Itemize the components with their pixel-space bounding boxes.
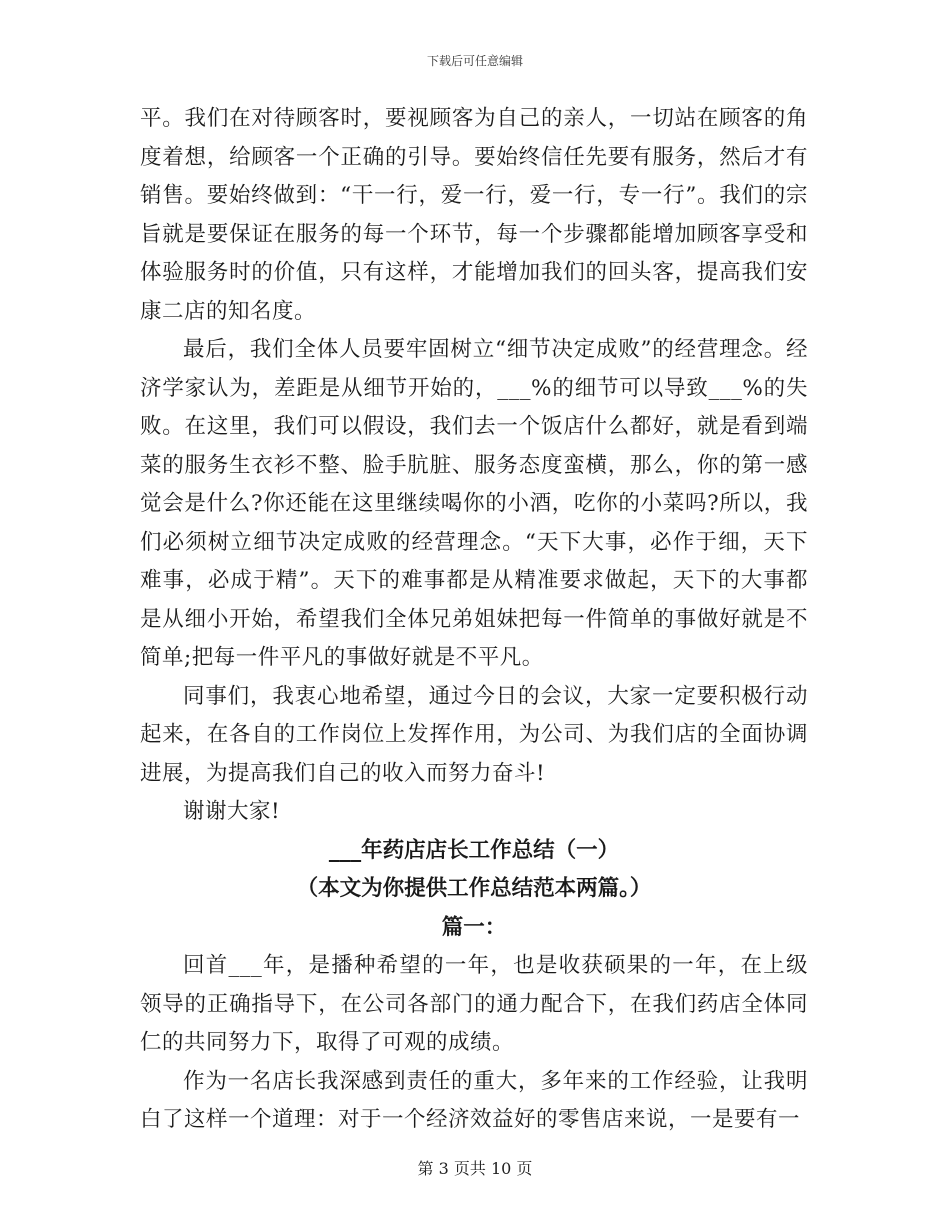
section-heading: 篇一： [441, 914, 507, 940]
body-paragraph-1: 平。我们在对待顾客时，要视顾客为自己的亲人，一切站在顾客的角度着想，给顾客一个正确的引导。要始终信任先要有服务，然后才有销售。要始终做到：“干一行，爱一行，爱一行，专一行”。我们的宗旨就是要保证在服务的每一个环节，每一个步骤都能增加顾客享受和体验服务时的价值，只有这样，才能增加我们的回头客，提高我们安康二店的知名度。 [140, 106, 808, 324]
body-paragraph-6: 作为一名店长我深感到责任的重大，多年来的工作经验，让我明白了这样一个道理：对于一个经济效益好的零售店来说，一是要有一 [140, 1068, 808, 1132]
page-number: 第 3 页共 10 页 [417, 1159, 533, 1178]
body-paragraph-4: 谢谢大家! [183, 799, 281, 824]
body-paragraph-2: 最后，我们全体人员要牢固树立“细节决定成败”的经营理念。经济学家认为，差距是从细节开始的，___%的细节可以导致___%的失败。在这里，我们可以假设，我们去一个饭店什么都好，就是看到端菜的服务生衣衫不整、脸手肮脏、服务态度蛮横，那么，你的第一感觉会是什么?你还能在这里继续喝你的小酒，吃你的小菜吗?所以，我们必须树立细节决定成败的经营理念。“天下大事，必作于细，天下难事，必成于精”。天下的难事都是从精准要求做起，天下的大事都是从细小开始，希望我们全体兄弟姐妹把每一件简单的事做好就是不简单;把每一件平凡的事做好就是不平凡。 [140, 337, 808, 670]
document-title: ___年药店店长工作总结（一） [328, 837, 620, 863]
body-paragraph-3: 同事们，我衷心地希望，通过今日的会议，大家一定要积极行动起来，在各自的工作岗位上发挥作用，为公司、为我们店的全面协调进展，为提高我们自己的收入而努力奋斗! [140, 683, 808, 786]
page-header-note: 下载后可任意编辑 [426, 54, 523, 68]
document-body [140, 100, 808, 1140]
document-subtitle: （本文为你提供工作总结范本两篇。） [296, 876, 652, 901]
body-paragraph-5: 回首___年，是播种希望的一年，也是收获硕果的一年，在上级领导的正确指导下，在公司各部门的通力配合下，在我们药店全体同仁的共同努力下，取得了可观的成绩。 [140, 953, 808, 1055]
